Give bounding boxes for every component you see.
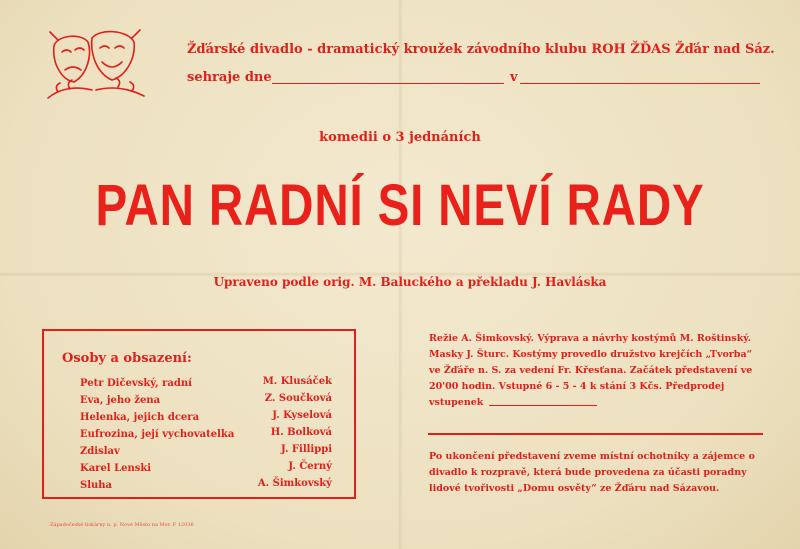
cast-actor: A. Šimkovský	[257, 478, 332, 489]
cast-role: Zdislav	[80, 446, 120, 457]
production-info-text: Režie A. Šimkovský. Výprava a návrhy kostýmů M. Roštinský. Masky J. Šturc. Kostýmy provedlo družstvo krejčích „Tvorba“ ve Žďáře n. S. za vedení Fr. Křesťana. Začátek představení ve 20'00 hodin. Vstupné 6 - 5 - 4 k stání 3 Kčs. Předprodej vstupenek	[429, 333, 753, 408]
cast-actor: J. Fillippi	[281, 444, 332, 455]
date-fill-line	[272, 70, 504, 84]
cast-role: Helenka, jejich dcera	[80, 412, 200, 423]
cast-actor: J. Černý	[288, 461, 332, 472]
cast-actor: H. Bolková	[270, 427, 332, 438]
cast-role: Sluha	[80, 480, 113, 491]
cast-role: Eva, jeho žena	[80, 395, 161, 406]
cast-actor: Z. Součková	[264, 393, 332, 404]
cast-heading: Osoby a obsazení:	[62, 351, 192, 366]
cast-role: Eufrozina, její vychovatelka	[80, 429, 235, 440]
cast-box	[42, 329, 356, 499]
cast-actor: M. Klusáček	[262, 376, 332, 387]
after-show-note: Po ukončení představení zveme místní ochotníky a zájemce o divadlo k rozpravě, která bude provedena za účasti poradny lidové tvořivosti „Domu osvěty“ ze Žďáru nad Sázavou.	[429, 451, 755, 494]
adaptation-credit: Upraveno podle orig. M. Baluckého a překladu J. Havláska	[213, 275, 607, 289]
organizer-line: Žďárské divadlo - dramatický kroužek závodního klubu ROH ŽĎAS Žďár nad Sáz.	[187, 42, 775, 57]
cast-actor: J. Kyselová	[272, 410, 332, 421]
genre-line: komedii o 3 jednáních	[319, 130, 481, 145]
performs-label: sehraje dne	[187, 70, 272, 85]
venue-prefix: v	[510, 70, 518, 85]
presale-fill-line	[489, 405, 597, 406]
cast-role: Petr Dičevský, radní	[80, 378, 192, 389]
section-divider	[428, 433, 763, 435]
printer-imprint: Západočeské tiskárny n. p. Nové Město na Mor. F 12036	[50, 522, 194, 528]
production-info	[429, 331, 765, 411]
play-title: PAN RADNÍ SI NEVÍ RADY	[95, 173, 705, 238]
venue-fill-line	[520, 70, 760, 84]
cast-role: Karel Lenski	[80, 463, 152, 474]
theatre-masks-icon	[40, 24, 150, 104]
